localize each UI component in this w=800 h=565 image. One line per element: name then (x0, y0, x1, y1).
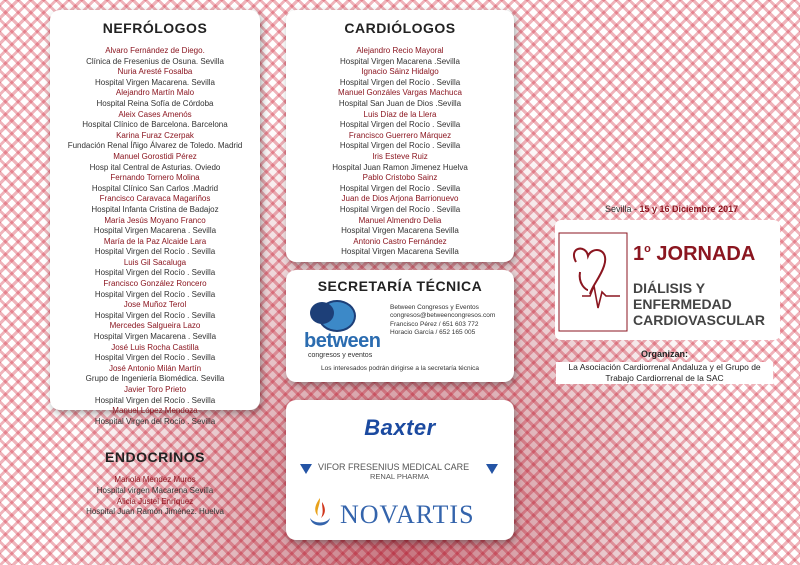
person-name: Mercedes Salgueira Lazo (109, 321, 201, 331)
secretaria-contact (390, 304, 495, 338)
person-name: José Luis Rocha Castilla (111, 342, 199, 352)
person-affiliation: Hospital Virgen del Rocío . Sevilla (339, 204, 461, 214)
person-affiliation: Hospital Virgen del Rocío . Sevilla (94, 353, 216, 363)
event-subtitle-line: DIÁLISIS Y (633, 280, 706, 296)
secretaria-title: SECRETARÍA TÉCNICA (317, 278, 483, 294)
event-date (605, 204, 738, 214)
person-affiliation: Hosp ital Central de Asturias. Oviedo (89, 162, 221, 172)
heart-kidney-icon (558, 232, 628, 332)
person-name: Jose Muñoz Terol (123, 300, 187, 310)
person-affiliation: Hospital Virgen Macarena . Sevilla (93, 332, 217, 342)
person-affiliation: Hospital San Juan de Dios .Sevilla (338, 98, 462, 108)
organizers-text: La Asociación Cardiorrenal Andaluza y el Grupo de Trabajo Cardiorrenal de la SAC (556, 362, 773, 384)
person-affiliation: Hospital Virgen del Rocío . Sevilla (339, 120, 461, 130)
person-name: Alejandro Martín Malo (115, 88, 195, 98)
person-affiliation: Hospital Virgen del Rocío . Sevilla (94, 268, 216, 278)
person-name: Alvaro Fernández de Diego. (105, 46, 205, 55)
person-affiliation: Hospital Virgen del Rocío . Sevilla (339, 183, 461, 193)
person-affiliation: Clínica de Fresenius de Osuna. Sevilla (86, 56, 224, 66)
contact-line: Francisco Pérez / 651 603 772 (390, 320, 479, 328)
person-affiliation: Hospital Juan Ramon Jimenez Huelva (332, 162, 468, 172)
person-affiliation: Hospital Virgen del Rocío . Sevilla (339, 77, 461, 87)
event-date-days: 15 y 16 Diciembre 2017 (639, 204, 739, 214)
person-affiliation: Hospital Virgen Macarena. Sevilla (95, 77, 215, 87)
vifor-right-triangle-icon (486, 464, 498, 474)
sponsors-panel (286, 400, 514, 540)
person-name: Juan de Dios Arjona Barrionuevo (341, 194, 459, 204)
person-affiliation: Grupo de Ingeniería Biomédica. Sevilla (85, 374, 225, 384)
person-name: Karina Furaz Czerpak (116, 130, 194, 140)
endocrinologists-title: ENDOCRINOS (105, 449, 205, 466)
nephrologists-title: NEFRÓLOGOS (102, 20, 208, 36)
person-affiliation: Hospital Virgen Macarena Sevilla (341, 226, 459, 236)
baxter-logo: Baxter (364, 415, 436, 440)
secretaria-panel (286, 270, 514, 382)
person-name: Pablo Cristobo Sainz (362, 173, 438, 183)
person-name: Manuel Almendro Delia (358, 215, 442, 225)
between-logo-word: between (304, 330, 381, 352)
contact-email: congresos@betweencongresos.com (390, 312, 496, 320)
person-affiliation: Hospital Reina Sofía de Córdoba (96, 98, 214, 108)
person-affiliation: Hospital Virgen del Rocío . Sevilla (94, 395, 216, 405)
person-name: María Jesús Moyano Franco (104, 215, 206, 225)
person-affiliation: Hospital Clínico San Carlos .Madrid (91, 183, 219, 193)
person-name: Luis Gil Sacaluga (123, 257, 187, 267)
novartis-logo (308, 496, 498, 532)
contact-line: Between Congresos y Eventos (390, 304, 479, 311)
event-subtitle-line: CARDIOVASCULAR (633, 312, 765, 328)
cardiologists-panel (286, 10, 514, 262)
person-affiliation: Hospital Virgen Macarena .Sevilla (340, 56, 460, 66)
vifor-line1: VIFOR FRESENIUS MEDICAL CARE (318, 462, 470, 472)
contact-line: Horacio García / 652 165 005 (390, 329, 476, 337)
event-title-word: JORNADA (650, 243, 756, 265)
person-affiliation: Hospital Virgen del Rocío . Sevilla (94, 416, 216, 426)
event-title-ordinal: o (644, 243, 651, 255)
person-name: Aleix Cases Amenós (118, 109, 192, 119)
endocrinologists-list (50, 475, 260, 517)
novartis-wordmark: NOVARTIS (340, 500, 475, 529)
event-date-city: Sevilla - (605, 204, 640, 214)
person-affiliation: Hospital Infanta Cristina de Badajoz (91, 204, 219, 214)
vifor-logo (300, 462, 500, 482)
person-affiliation: Hospital Virgen Macarena . Sevilla (93, 226, 217, 236)
person-affiliation: Hospital Virgen del Rocío . Sevilla (94, 247, 216, 257)
between-logo-subtitle: congresos y eventos (308, 352, 373, 359)
person-name: Javier Toro Prieto (123, 385, 187, 394)
person-affiliation: Hospital Virgen del Rocío . Sevilla (94, 310, 216, 320)
person-name: Fernando Tornero Molina (110, 173, 200, 183)
vifor-line2: RENAL PHARMA (370, 472, 429, 481)
nephrologists-panel (50, 10, 260, 517)
event-subtitle (633, 280, 765, 328)
person-affiliation: Hospital Clínico de Barcelona. Barcelona (82, 120, 228, 130)
person-name: Antonio Castro Fernández (353, 236, 447, 246)
person-name: Francisco Caravaca Magariños (99, 194, 211, 204)
person-name: Mariola Mendez Muros (114, 475, 196, 485)
cardiologists-list (286, 46, 514, 258)
person-name: Manuel Gonzáles Vargas Machuca (338, 88, 462, 98)
person-name: Manuel López Mendoza (112, 406, 198, 416)
person-name: Alejandro Recio Mayoral (356, 46, 444, 55)
person-name: Manuel Gorostidi Pérez (113, 151, 197, 161)
person-name: Ignacio Sáinz Hidalgo (361, 67, 439, 77)
event-title (633, 243, 755, 266)
person-affiliation: Hospital Virgen del Rocío . Sevilla (94, 289, 216, 299)
person-name: María de la Paz Alcaide Lara (103, 236, 207, 246)
person-affiliation: Hospital Juan Ramón Jiménez. Huelva (86, 507, 224, 517)
person-affiliation: Fundación Renal Íñigo Álvarez de Toledo. Madrid (67, 141, 243, 151)
between-logo (304, 300, 380, 360)
person-affiliation: Hospital Virgen Macarena Sevilla (341, 247, 459, 257)
person-name: Francisco González Roncero (103, 279, 207, 289)
cardiologists-title: CARDIÓLOGOS (344, 20, 456, 36)
person-name: Francisco Guerrero Márquez (348, 130, 452, 140)
nephrologists-list (50, 46, 260, 427)
person-affiliation: Hospital Virgen del Rocío . Sevilla (339, 141, 461, 151)
event-title-number: 1 (633, 243, 645, 265)
person-name: Nuria Aresté Fosalba (117, 67, 193, 77)
speech-bubble-back-icon (310, 302, 334, 324)
event-subtitle-line: ENFERMEDAD (633, 296, 732, 312)
person-name: Alicia Justel Enríquez (116, 496, 194, 506)
person-affiliation: Hospital virgen Macarena Sevilla (96, 485, 214, 495)
person-name: Luis Díaz de la Llera (363, 109, 437, 119)
vifor-left-triangle-icon (300, 464, 312, 474)
person-name: Iris Esteve Ruiz (372, 151, 428, 161)
secretaria-note: Los interesados podrán dirigirse a la secretaría técnica (321, 365, 479, 372)
person-name: José Antonio Milán Martín (108, 363, 202, 373)
organizers-title: Organizan: (640, 349, 688, 359)
novartis-flame-icon (308, 496, 332, 530)
